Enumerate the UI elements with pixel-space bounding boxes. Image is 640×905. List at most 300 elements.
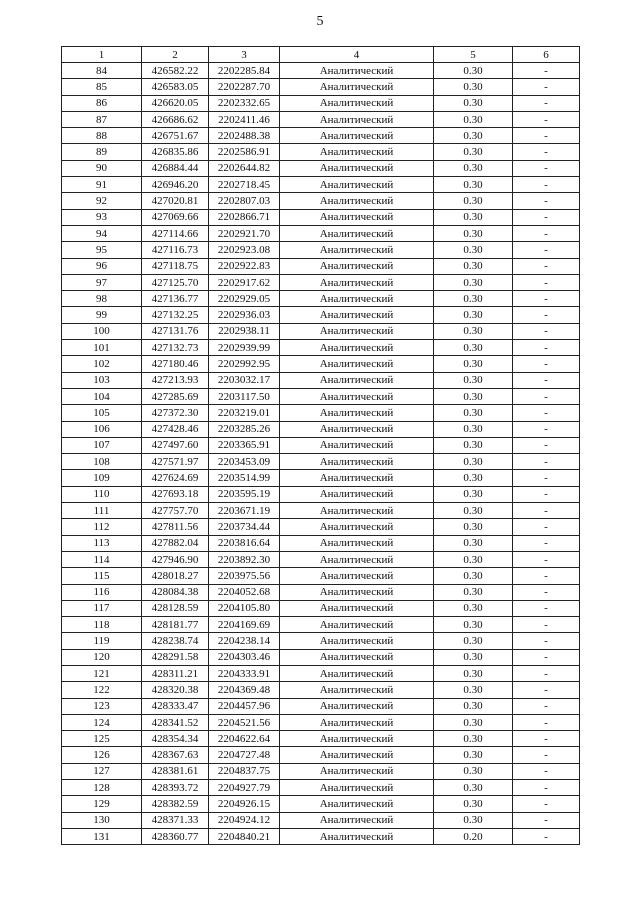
note-cell: - bbox=[513, 209, 580, 225]
table-row bbox=[62, 340, 580, 356]
x-coordinate-cell: 427180.46 bbox=[142, 356, 209, 372]
y-coordinate-cell: 2202939.99 bbox=[209, 340, 280, 356]
precision-cell: 0.30 bbox=[434, 470, 513, 486]
y-coordinate-cell: 2202285.84 bbox=[209, 63, 280, 79]
note-cell: - bbox=[513, 405, 580, 421]
y-coordinate-cell: 2203117.50 bbox=[209, 388, 280, 404]
point-number-cell: 130 bbox=[62, 812, 142, 828]
y-coordinate-cell: 2204105.80 bbox=[209, 600, 280, 616]
table-row bbox=[62, 551, 580, 567]
precision-cell: 0.30 bbox=[434, 519, 513, 535]
method-cell: Аналитический bbox=[280, 128, 434, 144]
x-coordinate-cell: 427693.18 bbox=[142, 486, 209, 502]
method-cell: Аналитический bbox=[280, 111, 434, 127]
point-number-cell: 95 bbox=[62, 242, 142, 258]
y-coordinate-cell: 2202488.38 bbox=[209, 128, 280, 144]
precision-cell: 0.30 bbox=[434, 568, 513, 584]
table-row bbox=[62, 454, 580, 470]
y-coordinate-cell: 2202921.70 bbox=[209, 225, 280, 241]
table-row bbox=[62, 698, 580, 714]
y-coordinate-cell: 2204457.96 bbox=[209, 698, 280, 714]
method-cell: Аналитический bbox=[280, 95, 434, 111]
point-number-cell: 93 bbox=[62, 209, 142, 225]
method-cell: Аналитический bbox=[280, 421, 434, 437]
point-number-cell: 94 bbox=[62, 225, 142, 241]
point-number-cell: 102 bbox=[62, 356, 142, 372]
x-coordinate-cell: 427114.66 bbox=[142, 225, 209, 241]
point-number-cell: 125 bbox=[62, 731, 142, 747]
method-cell: Аналитический bbox=[280, 519, 434, 535]
point-number-cell: 127 bbox=[62, 763, 142, 779]
x-coordinate-cell: 428382.59 bbox=[142, 796, 209, 812]
method-cell: Аналитический bbox=[280, 323, 434, 339]
note-cell: - bbox=[513, 128, 580, 144]
y-coordinate-cell: 2202917.62 bbox=[209, 274, 280, 290]
precision-cell: 0.30 bbox=[434, 780, 513, 796]
point-number-cell: 108 bbox=[62, 454, 142, 470]
note-cell: - bbox=[513, 63, 580, 79]
method-cell: Аналитический bbox=[280, 584, 434, 600]
note-cell: - bbox=[513, 79, 580, 95]
y-coordinate-cell: 2202332.65 bbox=[209, 95, 280, 111]
y-coordinate-cell: 2202938.11 bbox=[209, 323, 280, 339]
point-number-cell: 99 bbox=[62, 307, 142, 323]
precision-cell: 0.30 bbox=[434, 307, 513, 323]
point-number-cell: 101 bbox=[62, 340, 142, 356]
point-number-cell: 113 bbox=[62, 535, 142, 551]
note-cell: - bbox=[513, 388, 580, 404]
method-cell: Аналитический bbox=[280, 388, 434, 404]
y-coordinate-cell: 2202718.45 bbox=[209, 177, 280, 193]
precision-cell: 0.30 bbox=[434, 242, 513, 258]
note-cell: - bbox=[513, 486, 580, 502]
x-coordinate-cell: 427811.56 bbox=[142, 519, 209, 535]
method-cell: Аналитический bbox=[280, 437, 434, 453]
point-number-cell: 122 bbox=[62, 682, 142, 698]
note-cell: - bbox=[513, 584, 580, 600]
point-number-cell: 109 bbox=[62, 470, 142, 486]
y-coordinate-cell: 2203285.26 bbox=[209, 421, 280, 437]
point-number-cell: 97 bbox=[62, 274, 142, 290]
y-coordinate-cell: 2204727.48 bbox=[209, 747, 280, 763]
note-cell: - bbox=[513, 225, 580, 241]
y-coordinate-cell: 2204927.79 bbox=[209, 780, 280, 796]
method-cell: Аналитический bbox=[280, 486, 434, 502]
note-cell: - bbox=[513, 519, 580, 535]
point-number-cell: 131 bbox=[62, 828, 142, 844]
x-coordinate-cell: 427132.73 bbox=[142, 340, 209, 356]
point-number-cell: 103 bbox=[62, 372, 142, 388]
x-coordinate-cell: 427372.30 bbox=[142, 405, 209, 421]
note-cell: - bbox=[513, 698, 580, 714]
point-number-cell: 110 bbox=[62, 486, 142, 502]
note-cell: - bbox=[513, 633, 580, 649]
x-coordinate-cell: 428360.77 bbox=[142, 828, 209, 844]
method-cell: Аналитический bbox=[280, 568, 434, 584]
table-row bbox=[62, 95, 580, 111]
x-coordinate-cell: 428291.58 bbox=[142, 649, 209, 665]
method-cell: Аналитический bbox=[280, 698, 434, 714]
precision-cell: 0.30 bbox=[434, 551, 513, 567]
method-cell: Аналитический bbox=[280, 649, 434, 665]
table-row bbox=[62, 714, 580, 730]
method-cell: Аналитический bbox=[280, 747, 434, 763]
x-coordinate-cell: 428354.34 bbox=[142, 731, 209, 747]
precision-cell: 0.30 bbox=[434, 796, 513, 812]
point-number-cell: 126 bbox=[62, 747, 142, 763]
y-coordinate-cell: 2203816.64 bbox=[209, 535, 280, 551]
x-coordinate-cell: 428311.21 bbox=[142, 665, 209, 681]
y-coordinate-cell: 2203671.19 bbox=[209, 503, 280, 519]
precision-cell: 0.30 bbox=[434, 79, 513, 95]
note-cell: - bbox=[513, 307, 580, 323]
x-coordinate-cell: 428018.27 bbox=[142, 568, 209, 584]
y-coordinate-cell: 2204840.21 bbox=[209, 828, 280, 844]
table-row bbox=[62, 584, 580, 600]
x-coordinate-cell: 428371.33 bbox=[142, 812, 209, 828]
table-row bbox=[62, 258, 580, 274]
table-row bbox=[62, 225, 580, 241]
table-row bbox=[62, 421, 580, 437]
method-cell: Аналитический bbox=[280, 503, 434, 519]
x-coordinate-cell: 428320.38 bbox=[142, 682, 209, 698]
method-cell: Аналитический bbox=[280, 144, 434, 160]
table-row bbox=[62, 323, 580, 339]
precision-cell: 0.30 bbox=[434, 372, 513, 388]
precision-cell: 0.30 bbox=[434, 421, 513, 437]
column-header: 6 bbox=[513, 47, 580, 63]
x-coordinate-cell: 428333.47 bbox=[142, 698, 209, 714]
y-coordinate-cell: 2204169.69 bbox=[209, 617, 280, 633]
method-cell: Аналитический bbox=[280, 356, 434, 372]
y-coordinate-cell: 2203453.09 bbox=[209, 454, 280, 470]
table-row bbox=[62, 177, 580, 193]
note-cell: - bbox=[513, 600, 580, 616]
precision-cell: 0.30 bbox=[434, 274, 513, 290]
method-cell: Аналитический bbox=[280, 600, 434, 616]
precision-cell: 0.30 bbox=[434, 258, 513, 274]
x-coordinate-cell: 427428.46 bbox=[142, 421, 209, 437]
x-coordinate-cell: 427757.70 bbox=[142, 503, 209, 519]
y-coordinate-cell: 2204303.46 bbox=[209, 649, 280, 665]
precision-cell: 0.30 bbox=[434, 63, 513, 79]
y-coordinate-cell: 2204333.91 bbox=[209, 665, 280, 681]
precision-cell: 0.30 bbox=[434, 340, 513, 356]
y-coordinate-cell: 2203734.44 bbox=[209, 519, 280, 535]
table-row bbox=[62, 144, 580, 160]
method-cell: Аналитический bbox=[280, 780, 434, 796]
table-row bbox=[62, 63, 580, 79]
column-header: 4 bbox=[280, 47, 434, 63]
table-row bbox=[62, 828, 580, 844]
note-cell: - bbox=[513, 421, 580, 437]
x-coordinate-cell: 427213.93 bbox=[142, 372, 209, 388]
y-coordinate-cell: 2202922.83 bbox=[209, 258, 280, 274]
precision-cell: 0.30 bbox=[434, 600, 513, 616]
note-cell: - bbox=[513, 649, 580, 665]
note-cell: - bbox=[513, 828, 580, 844]
table-row bbox=[62, 665, 580, 681]
note-cell: - bbox=[513, 340, 580, 356]
table-row bbox=[62, 274, 580, 290]
note-cell: - bbox=[513, 193, 580, 209]
method-cell: Аналитический bbox=[280, 665, 434, 681]
method-cell: Аналитический bbox=[280, 551, 434, 567]
note-cell: - bbox=[513, 763, 580, 779]
note-cell: - bbox=[513, 242, 580, 258]
table-row bbox=[62, 291, 580, 307]
point-number-cell: 117 bbox=[62, 600, 142, 616]
point-number-cell: 91 bbox=[62, 177, 142, 193]
x-coordinate-cell: 428393.72 bbox=[142, 780, 209, 796]
x-coordinate-cell: 427136.77 bbox=[142, 291, 209, 307]
method-cell: Аналитический bbox=[280, 79, 434, 95]
method-cell: Аналитический bbox=[280, 193, 434, 209]
note-cell: - bbox=[513, 780, 580, 796]
y-coordinate-cell: 2204052.68 bbox=[209, 584, 280, 600]
x-coordinate-cell: 426884.44 bbox=[142, 160, 209, 176]
x-coordinate-cell: 426583.05 bbox=[142, 79, 209, 95]
method-cell: Аналитический bbox=[280, 160, 434, 176]
note-cell: - bbox=[513, 535, 580, 551]
x-coordinate-cell: 427946.90 bbox=[142, 551, 209, 567]
method-cell: Аналитический bbox=[280, 274, 434, 290]
note-cell: - bbox=[513, 812, 580, 828]
note-cell: - bbox=[513, 470, 580, 486]
x-coordinate-cell: 428181.77 bbox=[142, 617, 209, 633]
table-row bbox=[62, 388, 580, 404]
method-cell: Аналитический bbox=[280, 307, 434, 323]
note-cell: - bbox=[513, 568, 580, 584]
note-cell: - bbox=[513, 731, 580, 747]
table-row bbox=[62, 405, 580, 421]
table-row bbox=[62, 128, 580, 144]
table-row bbox=[62, 780, 580, 796]
precision-cell: 0.30 bbox=[434, 698, 513, 714]
precision-cell: 0.30 bbox=[434, 405, 513, 421]
note-cell: - bbox=[513, 95, 580, 111]
method-cell: Аналитический bbox=[280, 535, 434, 551]
method-cell: Аналитический bbox=[280, 372, 434, 388]
x-coordinate-cell: 428341.52 bbox=[142, 714, 209, 730]
table-row bbox=[62, 486, 580, 502]
method-cell: Аналитический bbox=[280, 454, 434, 470]
method-cell: Аналитический bbox=[280, 63, 434, 79]
header-row bbox=[62, 47, 580, 63]
column-header: 5 bbox=[434, 47, 513, 63]
x-coordinate-cell: 426582.22 bbox=[142, 63, 209, 79]
y-coordinate-cell: 2204238.14 bbox=[209, 633, 280, 649]
y-coordinate-cell: 2202411.46 bbox=[209, 111, 280, 127]
table-row bbox=[62, 503, 580, 519]
y-coordinate-cell: 2204926.15 bbox=[209, 796, 280, 812]
point-number-cell: 124 bbox=[62, 714, 142, 730]
y-coordinate-cell: 2202923.08 bbox=[209, 242, 280, 258]
table-row bbox=[62, 600, 580, 616]
precision-cell: 0.30 bbox=[434, 649, 513, 665]
point-number-cell: 111 bbox=[62, 503, 142, 519]
table-row bbox=[62, 731, 580, 747]
table-row bbox=[62, 649, 580, 665]
point-number-cell: 84 bbox=[62, 63, 142, 79]
method-cell: Аналитический bbox=[280, 731, 434, 747]
table-row bbox=[62, 356, 580, 372]
column-header: 3 bbox=[209, 47, 280, 63]
y-coordinate-cell: 2203032.17 bbox=[209, 372, 280, 388]
x-coordinate-cell: 427132.25 bbox=[142, 307, 209, 323]
point-number-cell: 98 bbox=[62, 291, 142, 307]
precision-cell: 0.30 bbox=[434, 193, 513, 209]
table-header bbox=[62, 47, 580, 63]
precision-cell: 0.30 bbox=[434, 209, 513, 225]
y-coordinate-cell: 2204369.48 bbox=[209, 682, 280, 698]
point-number-cell: 88 bbox=[62, 128, 142, 144]
point-number-cell: 112 bbox=[62, 519, 142, 535]
method-cell: Аналитический bbox=[280, 828, 434, 844]
precision-cell: 0.30 bbox=[434, 128, 513, 144]
x-coordinate-cell: 426835.86 bbox=[142, 144, 209, 160]
method-cell: Аналитический bbox=[280, 291, 434, 307]
note-cell: - bbox=[513, 274, 580, 290]
method-cell: Аналитический bbox=[280, 258, 434, 274]
method-cell: Аналитический bbox=[280, 714, 434, 730]
y-coordinate-cell: 2202287.70 bbox=[209, 79, 280, 95]
y-coordinate-cell: 2203365.91 bbox=[209, 437, 280, 453]
precision-cell: 0.30 bbox=[434, 633, 513, 649]
point-number-cell: 129 bbox=[62, 796, 142, 812]
x-coordinate-cell: 428367.63 bbox=[142, 747, 209, 763]
x-coordinate-cell: 427125.70 bbox=[142, 274, 209, 290]
table-row bbox=[62, 209, 580, 225]
y-coordinate-cell: 2204521.56 bbox=[209, 714, 280, 730]
x-coordinate-cell: 427131.76 bbox=[142, 323, 209, 339]
column-header: 1 bbox=[62, 47, 142, 63]
note-cell: - bbox=[513, 356, 580, 372]
point-number-cell: 87 bbox=[62, 111, 142, 127]
x-coordinate-cell: 427069.66 bbox=[142, 209, 209, 225]
point-number-cell: 118 bbox=[62, 617, 142, 633]
precision-cell: 0.30 bbox=[434, 617, 513, 633]
precision-cell: 0.30 bbox=[434, 731, 513, 747]
x-coordinate-cell: 428238.74 bbox=[142, 633, 209, 649]
method-cell: Аналитический bbox=[280, 225, 434, 241]
y-coordinate-cell: 2202644.82 bbox=[209, 160, 280, 176]
x-coordinate-cell: 428084.38 bbox=[142, 584, 209, 600]
note-cell: - bbox=[513, 437, 580, 453]
point-number-cell: 119 bbox=[62, 633, 142, 649]
table-row bbox=[62, 79, 580, 95]
note-cell: - bbox=[513, 111, 580, 127]
table-row bbox=[62, 812, 580, 828]
note-cell: - bbox=[513, 796, 580, 812]
precision-cell: 0.30 bbox=[434, 454, 513, 470]
point-number-cell: 85 bbox=[62, 79, 142, 95]
note-cell: - bbox=[513, 177, 580, 193]
x-coordinate-cell: 426686.62 bbox=[142, 111, 209, 127]
x-coordinate-cell: 427571.97 bbox=[142, 454, 209, 470]
note-cell: - bbox=[513, 160, 580, 176]
method-cell: Аналитический bbox=[280, 209, 434, 225]
point-number-cell: 104 bbox=[62, 388, 142, 404]
note-cell: - bbox=[513, 372, 580, 388]
note-cell: - bbox=[513, 323, 580, 339]
x-coordinate-cell: 426946.20 bbox=[142, 177, 209, 193]
point-number-cell: 121 bbox=[62, 665, 142, 681]
point-number-cell: 120 bbox=[62, 649, 142, 665]
column-header: 2 bbox=[142, 47, 209, 63]
table-row bbox=[62, 470, 580, 486]
precision-cell: 0.30 bbox=[434, 160, 513, 176]
y-coordinate-cell: 2202929.05 bbox=[209, 291, 280, 307]
method-cell: Аналитический bbox=[280, 633, 434, 649]
method-cell: Аналитический bbox=[280, 470, 434, 486]
x-coordinate-cell: 427882.04 bbox=[142, 535, 209, 551]
y-coordinate-cell: 2202807.03 bbox=[209, 193, 280, 209]
table-row bbox=[62, 747, 580, 763]
note-cell: - bbox=[513, 617, 580, 633]
method-cell: Аналитический bbox=[280, 340, 434, 356]
note-cell: - bbox=[513, 747, 580, 763]
table-row bbox=[62, 242, 580, 258]
method-cell: Аналитический bbox=[280, 682, 434, 698]
note-cell: - bbox=[513, 682, 580, 698]
table-row bbox=[62, 111, 580, 127]
precision-cell: 0.30 bbox=[434, 812, 513, 828]
note-cell: - bbox=[513, 291, 580, 307]
precision-cell: 0.30 bbox=[434, 388, 513, 404]
y-coordinate-cell: 2202936.03 bbox=[209, 307, 280, 323]
y-coordinate-cell: 2204622.64 bbox=[209, 731, 280, 747]
x-coordinate-cell: 427497.60 bbox=[142, 437, 209, 453]
precision-cell: 0.30 bbox=[434, 665, 513, 681]
precision-cell: 0.30 bbox=[434, 95, 513, 111]
x-coordinate-cell: 426620.05 bbox=[142, 95, 209, 111]
point-number-cell: 96 bbox=[62, 258, 142, 274]
precision-cell: 0.30 bbox=[434, 111, 513, 127]
method-cell: Аналитический bbox=[280, 796, 434, 812]
table-row bbox=[62, 307, 580, 323]
precision-cell: 0.30 bbox=[434, 535, 513, 551]
method-cell: Аналитический bbox=[280, 242, 434, 258]
x-coordinate-cell: 427116.73 bbox=[142, 242, 209, 258]
y-coordinate-cell: 2203595.19 bbox=[209, 486, 280, 502]
x-coordinate-cell: 426751.67 bbox=[142, 128, 209, 144]
point-number-cell: 116 bbox=[62, 584, 142, 600]
y-coordinate-cell: 2202866.71 bbox=[209, 209, 280, 225]
x-coordinate-cell: 427624.69 bbox=[142, 470, 209, 486]
y-coordinate-cell: 2203514.99 bbox=[209, 470, 280, 486]
table-row bbox=[62, 372, 580, 388]
method-cell: Аналитический bbox=[280, 763, 434, 779]
note-cell: - bbox=[513, 144, 580, 160]
note-cell: - bbox=[513, 454, 580, 470]
table-row bbox=[62, 763, 580, 779]
precision-cell: 0.30 bbox=[434, 323, 513, 339]
note-cell: - bbox=[513, 258, 580, 274]
point-number-cell: 100 bbox=[62, 323, 142, 339]
point-number-cell: 105 bbox=[62, 405, 142, 421]
table-row bbox=[62, 519, 580, 535]
method-cell: Аналитический bbox=[280, 812, 434, 828]
method-cell: Аналитический bbox=[280, 177, 434, 193]
coordinates-table bbox=[61, 46, 580, 845]
precision-cell: 0.30 bbox=[434, 584, 513, 600]
table-row bbox=[62, 437, 580, 453]
x-coordinate-cell: 427020.81 bbox=[142, 193, 209, 209]
point-number-cell: 92 bbox=[62, 193, 142, 209]
precision-cell: 0.30 bbox=[434, 503, 513, 519]
x-coordinate-cell: 427118.75 bbox=[142, 258, 209, 274]
